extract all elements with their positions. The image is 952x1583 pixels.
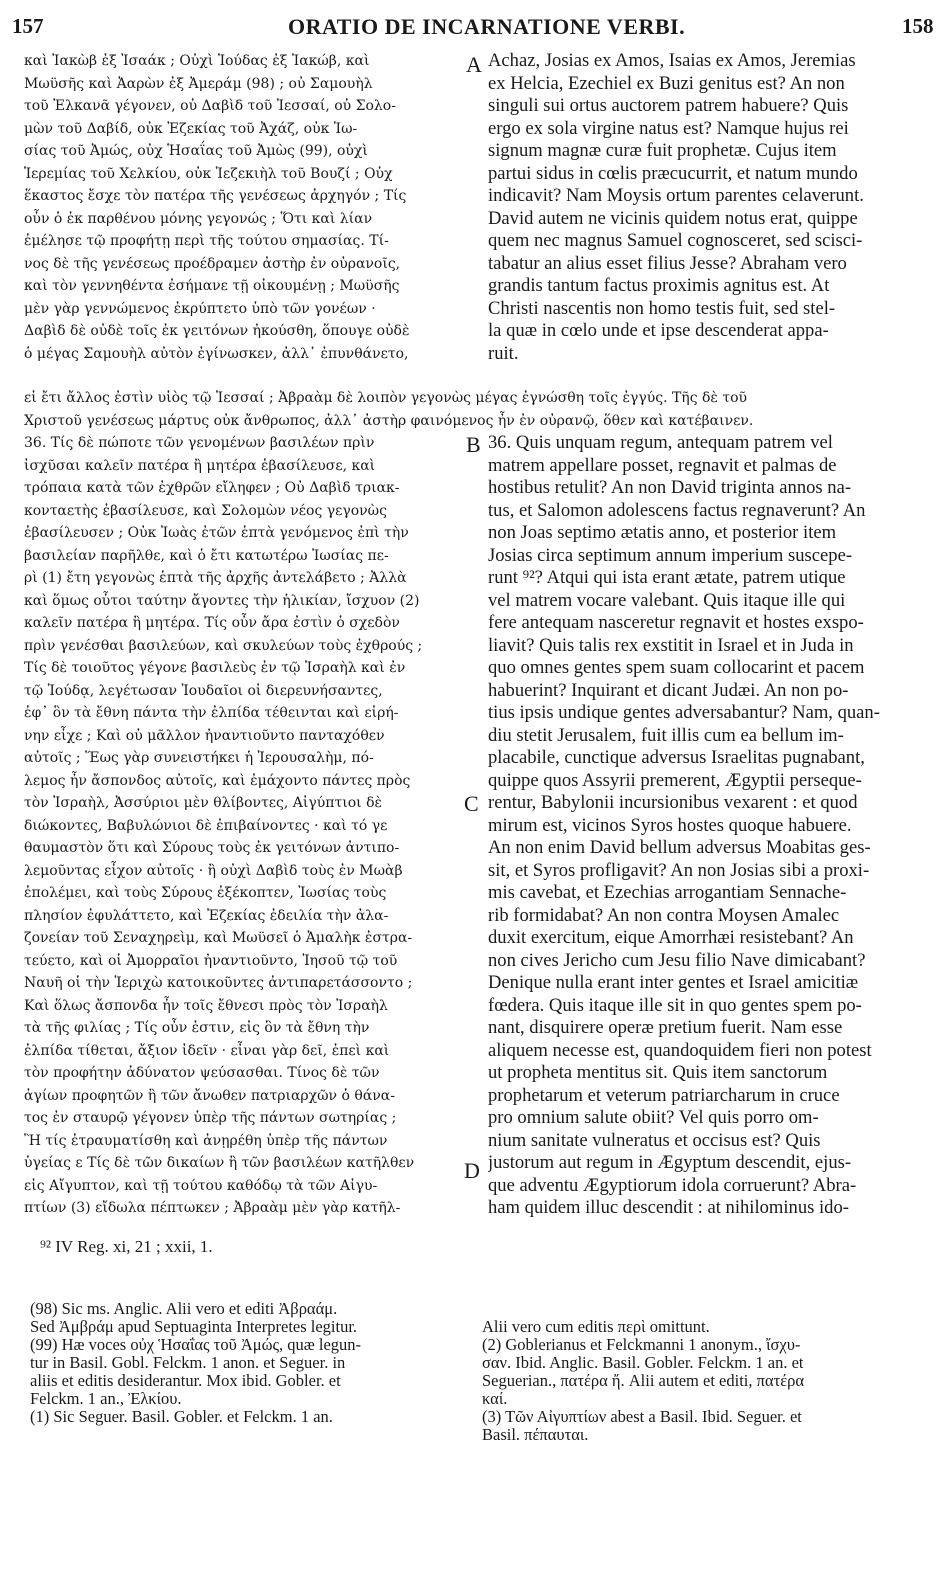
latin-line: ham quidem illuc descendit : at nihilominus ido- bbox=[488, 1197, 849, 1218]
greek-line: ὁ μέγας Σαμουὴλ αὐτὸν ἐγίνωσκεν, ἀλλ᾽ ἐπυνθάνετο, bbox=[24, 345, 409, 362]
greek-line: Δαβὶδ δὲ οὐδὲ τοῖς ἐκ γειτόνων ἠκούσθη, ὅπουγε οὐδὲ bbox=[24, 323, 410, 339]
greek-line: ζονείαν τοῦ Σεναχηρεὶμ, καὶ Μωϋσεῖ ὁ Ἀμαλὴκ ἐστρα- bbox=[24, 930, 413, 946]
page-number-right: 158 bbox=[902, 14, 934, 38]
margin-marker-d: D bbox=[464, 1158, 480, 1183]
latin-line: placabile, cunctique adversus Israelitas pugnabant, bbox=[488, 747, 865, 768]
latin-line: quippe quos Assyrii premerent, Ægyptii perseque- bbox=[488, 769, 862, 791]
greek-line: Ναυῆ οἱ τὴν Ἱεριχὼ κατοικοῦντες ἀντιπαρετάσσοντο ; bbox=[24, 975, 413, 991]
latin-line: fere antequam nasceretur regnavit et hostes exspo- bbox=[488, 612, 864, 633]
latin-line: partui sidus in cœlis præcucurrit, et natum mundo bbox=[488, 162, 858, 184]
latin-line: grandis tantum factus proximis agnitus est. At bbox=[488, 275, 830, 296]
latin-line: An non enim David bellum adversus Moabitas ges- bbox=[488, 837, 871, 858]
latin-line: ruit. bbox=[488, 342, 519, 364]
greek-line: λεμοῦντας εἶχον αὐτοῖς · ἢ οὐχὶ Δαβὶδ τοὺς ἐν Μωὰβ bbox=[24, 862, 403, 879]
footnotes-right bbox=[482, 1318, 942, 1444]
latin-line: runt ⁹²? Atqui qui ista erant ætate, patrem utique bbox=[488, 567, 846, 588]
greek-line: τος ἐν σταυρῷ γέγονεν ὑπὲρ τῆς πάντων σωτηρίας ; bbox=[24, 1110, 397, 1126]
latin-line: Achaz, Josias ex Amos, Isaias ex Amos, Jeremias bbox=[488, 50, 856, 71]
greek-column-section-1 bbox=[24, 50, 470, 365]
greek-line: κονταετὴς ἐβασίλευσε, καὶ Σολομὼν νέος γεγονὼς bbox=[24, 502, 387, 519]
latin-line: mirum est, vicinos Syros hostes quoque habuere. bbox=[488, 814, 852, 836]
latin-line: Christi nascentis non homo testis fuit, sed stel- bbox=[488, 297, 836, 319]
latin-line: que adventu Ægyptiorum idola corruerunt? Abra- bbox=[488, 1174, 857, 1196]
greek-line: 36. Τίς δὲ πώποτε τῶν γενομένων βασιλέων πρὶν bbox=[24, 435, 375, 451]
latin-line: rentur, Babylonii incursionibus vexarent : et quod bbox=[488, 792, 858, 813]
greek-line: τρόπαια κατὰ τῶν ἐχθρῶν εἴληφεν ; Οὐ Δαβὶδ τριακ- bbox=[24, 480, 400, 496]
greek-line: τοῦ Ἐλκανᾶ γέγονεν, οὐ Δαβὶδ τοῦ Ἰεσσαί, οὐ Σολο- bbox=[24, 98, 396, 114]
latin-line: non cives Jericho cum Jesu filio Nave dimicabant? bbox=[488, 949, 866, 971]
greek-line: τὰ τῆς φιλίας ; Τίς οὖν ἐστιν, εἰς ὃν τὰ ἔθνη τὴν bbox=[24, 1020, 370, 1036]
latin-line: non Joas septimo ætatis anno, et posterior item bbox=[488, 522, 837, 543]
latin-column-section-36 bbox=[488, 432, 940, 1220]
latin-line: quem nec magnus Samuel cognosceret, sed scisci- bbox=[488, 230, 863, 251]
greek-line: ρὶ (1) ἔτη γεγονὼς ἑπτὰ τῆς ἀρχῆς ἀντελάβετο ; Ἀλλὰ bbox=[24, 570, 407, 586]
greek-line: καὶ ὅμως οὗτοι ταύτην ἄγοντες τὴν ἡλικίαν, ἴσχυον (2) bbox=[24, 592, 420, 609]
latin-line: hostibus retulit? An non David triginta annos na- bbox=[488, 477, 852, 498]
margin-marker-c: C bbox=[464, 791, 479, 816]
latin-line: tus, et Salomon adolescens factus regnaverunt? An bbox=[488, 499, 866, 521]
footnote-line: (1) Sic Seguer. Basil. Gobler. et Felckm. 1 an. bbox=[30, 1407, 333, 1426]
greek-line: Ἱερεμίας τοῦ Χελκίου, οὐκ Ἰεζεκιὴλ τοῦ Βουζί ; Οὐχ bbox=[24, 165, 393, 182]
greek-line: εἰς Αἴγυπτον, καὶ τῇ τούτου καθόδῳ τὰ τῶν Αἰγυ- bbox=[24, 1177, 378, 1194]
margin-marker-a: A bbox=[466, 52, 482, 77]
latin-line: nium sanitate vulneratus et occisus est? Quis bbox=[488, 1129, 821, 1151]
greek-line: λεμος ἦν ἄσπονδος αὐτοῖς, καὶ ἐμάχοντο πάντες πρὸς bbox=[24, 772, 411, 789]
greek-line: ὑγείας ε Τίς δὲ τῶν δικαίων ἢ τῶν βασιλέων κατῆλθεν bbox=[24, 1155, 415, 1171]
latin-line: mis cavebat, et Ezechias arrogantiam Sennache- bbox=[488, 882, 847, 903]
footnote-line: σαν. Ibid. Anglic. Basil. Gobler. Felckm. 1 an. et bbox=[482, 1353, 804, 1372]
greek-line: μὲν γὰρ γεννώμενος ἐκρύπτετο ὑπὸ τῶν γονέων · bbox=[24, 300, 376, 317]
greek-line: πλησίον ἐφυλάττετο, καὶ Ἐζεκίας ἐδειλία τὴν ἀλα- bbox=[24, 907, 389, 924]
latin-line: sit, et Syros profligavit? An non Josias sibi a proxi- bbox=[488, 859, 870, 881]
latin-line: justorum aut regum in Ægyptum descendit, ejus- bbox=[488, 1152, 852, 1173]
latin-line: aliquem necesse est, quandoquidem fieri non potest bbox=[488, 1039, 872, 1061]
greek-line: σίας τοῦ Ἀμώς, οὐχ Ἡσαΐας τοῦ Ἀμὼς (99), οὐχὶ bbox=[24, 143, 368, 159]
latin-line: la quæ in cœlo unde et ipse descenderat appa- bbox=[488, 320, 829, 341]
latin-line: rib formidabat? An non contra Moysen Amalec bbox=[488, 904, 840, 926]
footnote-line: καί. bbox=[482, 1389, 508, 1408]
latin-line: vel matrem vocare valebant. Quis itaque ille qui bbox=[488, 589, 846, 611]
greek-line: αὐτοῖς ; Ἕως γὰρ συνειστήκει ἡ Ἱερουσαλὴμ, πό- bbox=[24, 750, 374, 766]
latin-line: Denique nulla erant inter gentes et Israel amicitiæ bbox=[488, 972, 859, 993]
greek-column-section-36 bbox=[24, 432, 470, 1220]
greek-line: τὸν προφήτην ἀδύνατον ψεύσασθαι. Τίνος δὲ τῶν bbox=[24, 1065, 380, 1081]
greek-line: καλεῖν πατέρα ἢ μητέρα. Τίς οὖν ἄρα ἐστὶν ὁ σχεδὸν bbox=[24, 615, 400, 631]
greek-line: Ἢ τίς ἐτραυματίσθη καὶ ἀνῃρέθη ὑπὲρ τῆς πάντων bbox=[24, 1132, 388, 1149]
greek-line: διώκοντες, Βαβυλώνιοι δὲ ἐπιβαίνοντες · καὶ τό γε bbox=[24, 817, 388, 834]
latin-line: tius ipsis undique gentes adversabantur? Nam, quan- bbox=[488, 702, 880, 723]
greek-line: ἐμέλησε τῷ προφήτῃ περὶ τῆς τούτου σημασίας. Τί- bbox=[24, 233, 389, 249]
latin-line: quo omnes gentes spem suam collocarint et pacem bbox=[488, 657, 865, 678]
latin-line: ergo ex sola virgine natus est? Namque hujus rei bbox=[488, 117, 849, 139]
greek-line: βασιλείαν παρῆλθε, καὶ ὁ ἔτι κατωτέρω Ἰωσίας πε- bbox=[24, 547, 389, 564]
greek-line: τὸν Ἰσραὴλ, Ἀσσύριοι μὲν θλίβοντες, Αἰγύπτιοι δὲ bbox=[24, 795, 383, 811]
greek-line: ἐφ᾽ ὃν τὰ ἔθνη πάντα τὴν ἐλπίδα τέθεινται καὶ εἰρή- bbox=[24, 705, 399, 721]
latin-line: duxit exercitum, eique Amorrhæi resistebant? An bbox=[488, 927, 854, 948]
greek-line: ἁγίων προφητῶν ἢ τῶν ἄνωθεν πατριαρχῶν ὁ θάνα- bbox=[24, 1087, 395, 1104]
latin-line: pro omnium salute obiit? Vel quis porro om- bbox=[488, 1107, 819, 1128]
greek-line: ἐπολέμει, καὶ τοὺς Σύρους ἐξέκοπτεν, Ἰωσίας τοὺς bbox=[24, 885, 387, 901]
latin-column-section-1 bbox=[488, 50, 940, 365]
latin-line: diu stetit Jerusalem, fuit illis cum ea bellum im- bbox=[488, 724, 844, 746]
footnote-line: (3) Τῶν Αἰγυπτίων abest a Basil. Ibid. Seguer. et bbox=[482, 1407, 802, 1426]
latin-line: indicavit? Nam Moysis ortum parentes celaverunt. bbox=[488, 185, 864, 206]
greek-line: Μωϋσῆς καὶ Ἀαρὼν ἐξ Ἀμεράμ (98) ; οὐ Σαμουὴλ bbox=[24, 75, 373, 92]
latin-line: habuerint? Inquirant et dicant Judæi. An non po- bbox=[488, 679, 849, 701]
footnote-line: Sed Ἀμβράμ apud Septuaginta Interpretes legitur. bbox=[30, 1317, 358, 1336]
latin-line: prophetarum et veterum patriarcharum in cruce bbox=[488, 1084, 840, 1106]
full-width-greek-lines bbox=[24, 387, 944, 432]
greek-line: μὼν τοῦ Δαβίδ, οὐκ Ἐζεκίας τοῦ Ἀχάζ, οὐκ Ἰω- bbox=[24, 120, 358, 137]
greek-line: πτίων (3) εἴδωλα πέπτωκεν ; Ἀβραὰμ μὲν γὰρ κατῆλ- bbox=[24, 1200, 401, 1216]
latin-line: ut propheta mentitus sit. Quis item sanctorum bbox=[488, 1062, 828, 1083]
footnote-line: Seguerian., πατέρα ἤ. Alii autem et editi, πατέρα bbox=[482, 1371, 805, 1390]
latin-line: fœdera. Quis itaque ille sit in quo gentes spem po- bbox=[488, 994, 862, 1016]
greek-line: Χριστοῦ γενέσεως μάρτυς οὐκ ἄνθρωπος, ἀλλ᾽ ἀστὴρ φαινόμενος ἦν ἐν οὐρανῷ, ὅθεν καὶ κατέβαινεν. bbox=[24, 412, 754, 429]
page-title: ORATIO DE INCARNATIONE VERBI. bbox=[288, 14, 686, 39]
greek-line: οὖν ὁ ἐκ παρθένου μόνης γεγονώς ; Ὅτι καὶ λίαν bbox=[24, 210, 373, 227]
footnote-line: aliis et editis desiderantur. Mox ibid. Gobler. et bbox=[30, 1371, 341, 1390]
footnote-line: Felckm. 1 an., Ἐλκίου. bbox=[30, 1389, 182, 1408]
greek-line: πρὶν γενέσθαι βασιλεύων, καὶ σκυλεύων τοὺς ἐχθρούς ; bbox=[24, 637, 423, 654]
footnote-line: (99) Hæ voces οὐχ Ἡσαΐας τοῦ Ἀμώς, quæ legun- bbox=[30, 1335, 362, 1354]
footnote-line: (2) Goblerianus et Felckmanni 1 anonym., ἴσχυ- bbox=[482, 1335, 801, 1354]
greek-line: ἐβασίλευσεν ; Οὐκ Ἰωὰς ἐτῶν ἑπτὰ γενόμενος ἐπὶ τὴν bbox=[24, 525, 409, 541]
footnote-line: tur in Basil. Gobl. Felckm. 1 anon. et Seguer. in bbox=[30, 1353, 346, 1372]
greek-line: τῷ Ἰούδᾳ, λεγέτωσαν Ἰουδαῖοι οἱ διερευνήσαντες, bbox=[24, 682, 383, 699]
footnotes-left bbox=[30, 1300, 470, 1426]
latin-line: 36. Quis unquam regum, antequam patrem vel bbox=[488, 432, 833, 453]
greek-line: ἰσχῦσαι καλεῖν πατέρα ἢ μητέρα ἐβασίλευσε, καὶ bbox=[24, 457, 376, 474]
greek-line: Καὶ ὅλως ἄσπονδα ἦν τοῖς ἔθνεσι πρὸς τὸν Ἰσραὴλ bbox=[24, 997, 388, 1014]
latin-line: singuli sui ortus auctorem patrem habuere? Quis bbox=[488, 95, 849, 116]
greek-line: καὶ Ἰακὼβ ἐξ Ἰσαάκ ; Οὐχὶ Ἰούδας ἐξ Ἰακώβ, καὶ bbox=[24, 53, 370, 69]
scripture-reference: ⁹² IV Reg. xi, 21 ; xxii, 1. bbox=[40, 1237, 213, 1256]
greek-line: θαυμαστὸν ὅτι καὶ Σύρους τοὺς ἐκ γειτόνων ἀντιπο- bbox=[24, 840, 400, 856]
latin-line: liavit? Quis talis rex exstitit in Israel et in Juda in bbox=[488, 634, 854, 656]
latin-line: matrem appellare posset, regnavit et palmas de bbox=[488, 454, 837, 476]
footnote-line: Basil. πέπαυται. bbox=[482, 1425, 589, 1444]
greek-line: τεύετο, καὶ οἱ Ἀμορραῖοι ἠναντιοῦντο, Ἰησοῦ τῷ τοῦ bbox=[24, 952, 398, 969]
footnote-line: (98) Sic ms. Anglic. Alii vero et editi Ἀβραάμ. bbox=[30, 1299, 338, 1318]
latin-line: David autem ne vicinis quidem notus erat, quippe bbox=[488, 207, 858, 229]
greek-line: Τίς δὲ τοιοῦτος γέγονε βασιλεὺς ἐν τῷ Ἰσραὴλ καὶ ἐν bbox=[24, 660, 406, 676]
latin-line: tabatur an alius esset filius Jesse? Abraham vero bbox=[488, 252, 847, 274]
margin-marker-b: B bbox=[466, 432, 481, 457]
page-number-left: 157 bbox=[12, 14, 44, 38]
greek-line: εἰ ἔτι ἄλλος ἐστὶν υἱὸς τῷ Ἰεσσαί ; Ἀβραὰμ δὲ λοιπὸν γεγονὼς μέγας ἐγνώσθη τοῖς ἐγγύς. Τῆς δὲ τοῦ bbox=[24, 390, 748, 406]
latin-line: Josias circa septimum annum imperium suscepe- bbox=[488, 544, 853, 566]
greek-line: ἐλπίδα τίθεται, ἄξιον ἰδεῖν · εἶναι γὰρ δεῖ, ἐπεὶ καὶ bbox=[24, 1042, 390, 1059]
greek-line: νος δὲ τῆς γενέσεως προέδραμεν ἀστὴρ ἐν οὐρανοῖς, bbox=[24, 255, 401, 272]
greek-line: νην εἶχε ; Καὶ οὐ μᾶλλον ἠναντιοῦντο πανταχόθεν bbox=[24, 727, 385, 744]
latin-line: signum magnæ curæ fuit prophetæ. Cujus item bbox=[488, 140, 837, 161]
latin-line: ex Helcia, Ezechiel ex Buzi genitus est? An non bbox=[488, 72, 845, 94]
footnote-line: Alii vero cum editis περὶ omittunt. bbox=[482, 1317, 710, 1336]
latin-line: nant, disquirere operæ pretium fuerit. Nam esse bbox=[488, 1017, 843, 1038]
greek-line: ἕκαστος ἔσχε τὸν πατέρα τῆς γενέσεως ἀρχηγόν ; Τίς bbox=[24, 188, 407, 204]
greek-line: καὶ τὸν γεννηθέντα ἐσήμανε τῇ οἰκουμένῃ ; Μωϋσῆς bbox=[24, 278, 400, 294]
